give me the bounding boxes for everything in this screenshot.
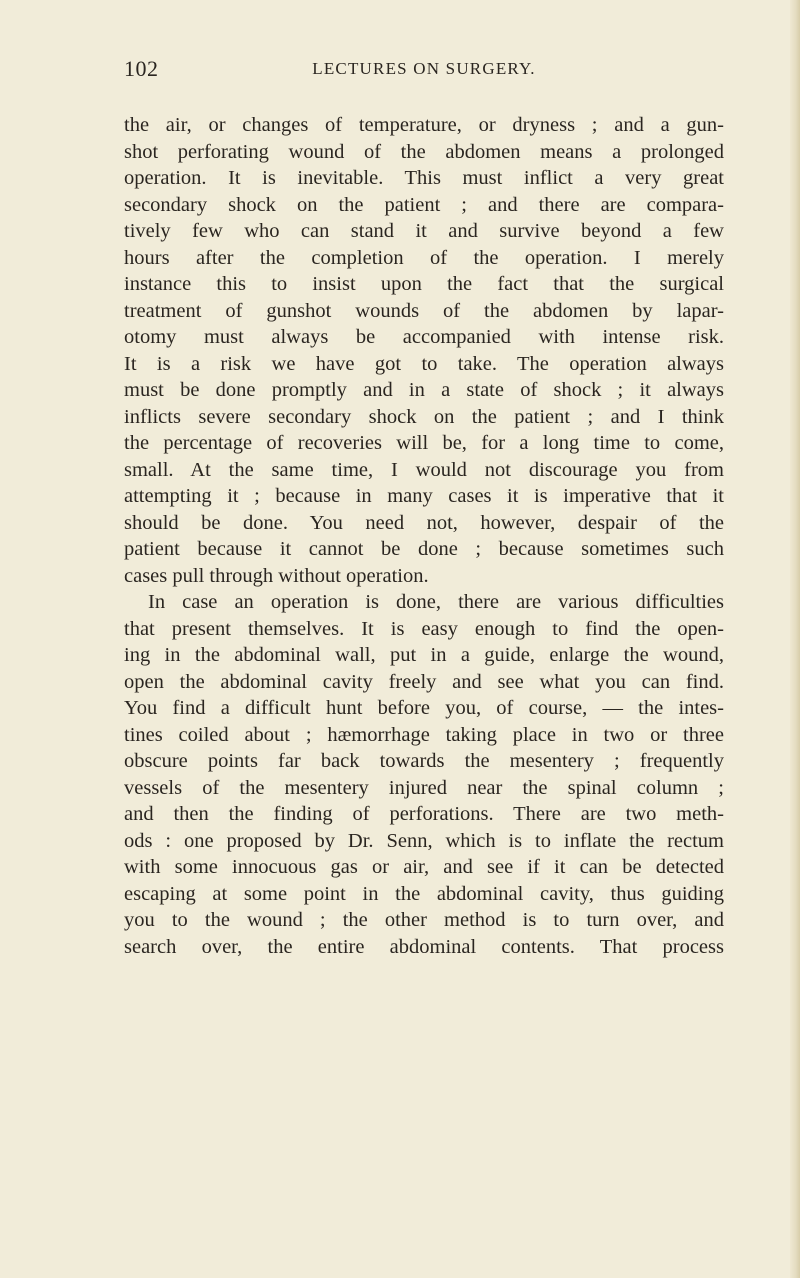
page-edge-shadow xyxy=(790,0,800,1278)
text-line: treatment of gunshot wounds of the abdomen by lapar- xyxy=(124,299,724,322)
text-line: vessels of the mesentery injured near the spinal column ; xyxy=(124,776,724,799)
text-line: must be done promptly and in a state of shock ; it always xyxy=(124,379,724,401)
text-line: obscure points far back towards the mesentery ; frequently xyxy=(124,750,724,772)
text-line: ing in the abdominal wall, put in a guide, enlarge the wound, xyxy=(124,644,724,666)
text-line: ods : one proposed by Dr. Senn, which is to inflate the rectum xyxy=(124,829,724,852)
text-line: that present themselves. It is easy enough to find the open- xyxy=(124,617,724,640)
text-line: small. At the same time, I would not discourage you from xyxy=(124,458,724,481)
text-line: should be done. You need not, however, despair of the xyxy=(124,511,724,534)
text-line: instance this to insist upon the fact that the surgical xyxy=(124,273,724,295)
text-line: tines coiled about ; hæmorrhage taking place in two or three xyxy=(124,723,724,746)
text-line: You find a difficult hunt before you, of course, — the intes- xyxy=(124,697,724,719)
text-line: tively few who can stand it and survive beyond a few xyxy=(124,220,724,242)
text-line: otomy must always be accompanied with intense risk. xyxy=(124,326,724,348)
page-header xyxy=(124,56,724,86)
text-line: operation. It is inevitable. This must inflict a very great xyxy=(124,167,724,189)
text-line: you to the wound ; the other method is to turn over, and xyxy=(124,909,724,931)
paragraph-1 xyxy=(124,112,724,589)
text-line: the air, or changes of temperature, or dryness ; and a gun- xyxy=(124,114,724,136)
text-line: the percentage of recoveries will be, for a long time to come, xyxy=(124,432,724,454)
paragraph-2 xyxy=(124,589,724,960)
text-line: open the abdominal cavity freely and see what you can find. xyxy=(124,670,724,693)
text-line: hours after the completion of the operation. I merely xyxy=(124,246,724,269)
text-line: and then the finding of perforations. There are two meth- xyxy=(124,803,724,825)
text-line: search over, the entire abdominal contents. That process xyxy=(124,935,724,958)
text-line: It is a risk we have got to take. The operation always xyxy=(124,352,724,375)
text-line: escaping at some point in the abdominal cavity, thus guiding xyxy=(124,882,724,905)
text-line: inflicts severe secondary shock on the patient ; and I think xyxy=(124,405,724,428)
text-line: attempting it ; because in many cases it is imperative that it xyxy=(124,485,724,507)
text-line: with some innocuous gas or air, and see if it can be detected xyxy=(124,856,724,878)
page-number: 102 xyxy=(124,56,159,81)
body-text xyxy=(124,112,724,960)
text-line: patient because it cannot be done ; because sometimes such xyxy=(124,538,724,560)
text-line: In case an operation is done, there are various difficulties xyxy=(148,591,724,613)
running-head: LECTURES ON SURGERY. xyxy=(312,59,536,78)
text-line: secondary shock on the patient ; and there are compara- xyxy=(124,193,724,216)
text-line: cases pull through without operation. xyxy=(124,564,429,587)
text-line: shot perforating wound of the abdomen means a prolonged xyxy=(124,140,724,163)
